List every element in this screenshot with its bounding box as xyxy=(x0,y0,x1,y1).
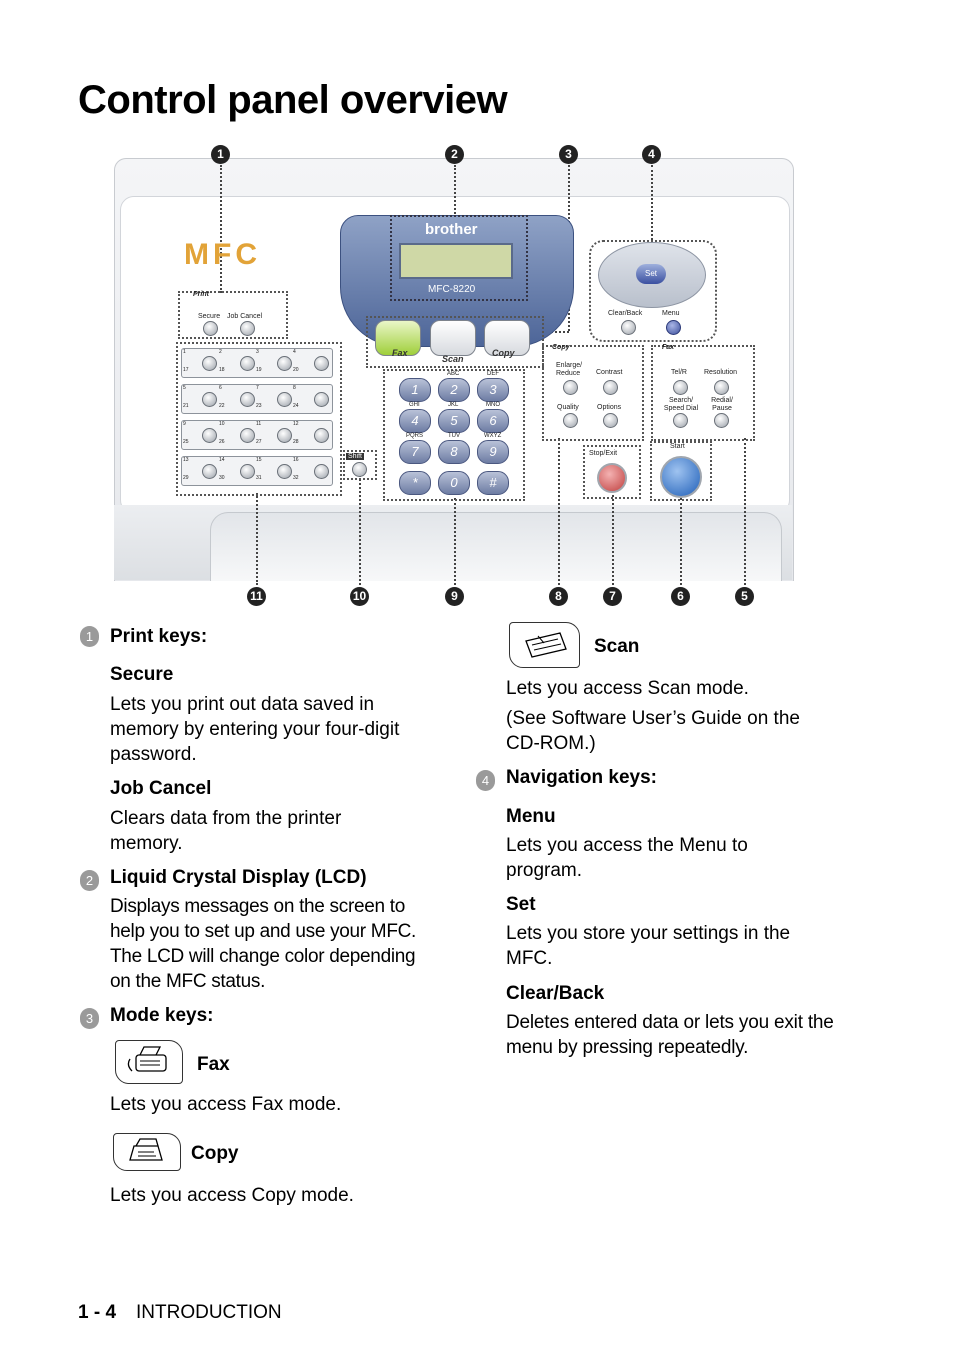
resolution-label: Resolution xyxy=(704,369,738,376)
copy-keys-box xyxy=(542,345,644,441)
one-touch-number: 25 xyxy=(183,439,189,445)
one-touch-key[interactable] xyxy=(240,428,255,443)
one-touch-number: 27 xyxy=(256,439,262,445)
leader-line xyxy=(612,490,614,585)
callout-10: 10 xyxy=(350,587,369,606)
one-touch-number: 28 xyxy=(293,439,299,445)
callout-9: 9 xyxy=(445,587,464,606)
mode-keys-heading: Mode keys: xyxy=(110,1005,214,1026)
section-number-badge: 3 xyxy=(80,1008,99,1029)
redial-pause-label: Redial/ Pause xyxy=(711,397,733,412)
section-number-badge: 1 xyxy=(80,626,99,647)
dial-letters: DEF xyxy=(487,371,499,377)
shift-key-label: Shift xyxy=(348,453,363,460)
one-touch-key[interactable] xyxy=(240,356,255,371)
menu-description: Lets you access the Menu to program. xyxy=(506,835,748,881)
callout-1: 1 xyxy=(211,145,230,164)
one-touch-number: 32 xyxy=(293,475,299,481)
one-touch-number: 31 xyxy=(256,475,262,481)
menu-heading: Menu xyxy=(506,806,556,827)
model-label: MFC-8220 xyxy=(428,284,476,295)
one-touch-key[interactable] xyxy=(202,464,217,479)
fax-keys-box xyxy=(651,345,755,441)
page-number: 1 - 4 xyxy=(78,1302,117,1323)
dial-key-2[interactable]: 2 xyxy=(438,378,470,402)
tel-r-key[interactable] xyxy=(673,380,688,395)
fax-mode-icon xyxy=(115,1040,183,1084)
scan-label: Scan xyxy=(594,636,640,657)
dial-key-star[interactable]: * xyxy=(399,471,431,495)
leader-line xyxy=(454,498,456,585)
enlarge-reduce-key[interactable] xyxy=(563,380,578,395)
leader-line xyxy=(744,438,746,585)
callout-4: 4 xyxy=(642,145,661,164)
one-touch-number: 24 xyxy=(293,403,299,409)
set-description: Lets you store your settings in the MFC. xyxy=(506,923,791,969)
control-panel-figure xyxy=(0,0,954,620)
set-key[interactable]: Set xyxy=(636,264,666,284)
print-group-label: Print xyxy=(193,291,209,298)
scan-note: (See Software User’s Guide on the CD-ROM.) xyxy=(506,708,800,754)
one-touch-key[interactable] xyxy=(202,356,217,371)
callout-5: 5 xyxy=(735,587,754,606)
dial-letters: PQRS xyxy=(406,433,424,439)
one-touch-number: 17 xyxy=(183,367,189,373)
one-touch-number: 14 xyxy=(219,457,225,463)
lcd-screen xyxy=(399,243,513,279)
dial-letters: GHI xyxy=(409,402,420,408)
search-speed-dial-label: Search/ Speed Dial xyxy=(663,397,699,412)
dial-letters: JKL xyxy=(448,402,459,408)
options-label: Options xyxy=(597,404,622,411)
callout-8: 8 xyxy=(549,587,568,606)
job-cancel-description: Clears data from the printer memory. xyxy=(110,808,342,854)
one-touch-key[interactable] xyxy=(202,428,217,443)
enlarge-reduce-label: Enlarge/ Reduce xyxy=(556,362,583,377)
dial-key-3[interactable]: 3 xyxy=(477,378,509,402)
one-touch-key[interactable] xyxy=(277,464,292,479)
one-touch-number: 29 xyxy=(183,475,189,481)
set-heading: Set xyxy=(506,894,536,915)
copy-label: Copy xyxy=(191,1143,239,1164)
contrast-label: Contrast xyxy=(596,369,623,376)
one-touch-number: 9 xyxy=(183,421,186,427)
one-touch-number: 3 xyxy=(256,349,259,355)
quality-label: Quality xyxy=(557,404,579,411)
one-touch-key[interactable] xyxy=(202,392,217,407)
quality-key[interactable] xyxy=(563,413,578,428)
one-touch-number: 10 xyxy=(219,421,225,427)
one-touch-key[interactable] xyxy=(240,392,255,407)
leader-line xyxy=(680,498,682,585)
one-touch-number: 22 xyxy=(219,403,225,409)
secure-heading: Secure xyxy=(110,664,174,685)
copy-mode-icon xyxy=(113,1133,181,1171)
one-touch-number: 11 xyxy=(256,421,262,427)
dial-letters: WXYZ xyxy=(484,433,502,439)
one-touch-number: 2 xyxy=(219,349,222,355)
one-touch-number: 6 xyxy=(219,385,222,391)
one-touch-number: 23 xyxy=(256,403,262,409)
scan-mode-label: Scan xyxy=(442,354,464,364)
dial-key-0[interactable]: 0 xyxy=(438,471,470,495)
brand-logo: brother xyxy=(425,221,478,238)
tel-r-label: Tel/R xyxy=(671,369,687,376)
redial-pause-key[interactable] xyxy=(714,413,729,428)
scanner-icon xyxy=(510,623,579,667)
fax-machine-icon xyxy=(116,1041,182,1083)
one-touch-key[interactable] xyxy=(240,464,255,479)
dial-key-7[interactable]: 7 xyxy=(399,440,431,464)
lcd-description: Displays messages on the screen to help you to set up and use your MFC. The LCD will change color depending on the MFC status. xyxy=(110,896,417,992)
one-touch-key[interactable] xyxy=(314,428,329,443)
callout-11: 11 xyxy=(247,587,266,606)
leader-line xyxy=(454,165,456,217)
one-touch-number: 26 xyxy=(219,439,225,445)
fax-mode-label: Fax xyxy=(392,348,408,358)
start-key[interactable] xyxy=(660,456,702,498)
one-touch-number: 16 xyxy=(293,457,299,463)
copy-description: Lets you access Copy mode. xyxy=(110,1185,354,1206)
job-cancel-key[interactable] xyxy=(240,321,255,336)
leader-line xyxy=(256,493,258,585)
search-speed-dial-key[interactable] xyxy=(673,413,688,428)
one-touch-number: 4 xyxy=(293,349,296,355)
leader-line xyxy=(359,470,361,585)
secure-description: Lets you print out data saved in memory by entering your four-digit password. xyxy=(110,694,400,765)
scan-description: Lets you access Scan mode. xyxy=(506,678,749,699)
clear-back-heading: Clear/Back xyxy=(506,983,605,1004)
one-touch-key[interactable] xyxy=(277,392,292,407)
secure-key-label: Secure xyxy=(198,313,221,320)
one-touch-key[interactable] xyxy=(314,464,329,479)
menu-key[interactable] xyxy=(666,320,681,335)
menu-label: Menu xyxy=(662,310,680,317)
options-key[interactable] xyxy=(603,413,618,428)
section-name: INTRODUCTION xyxy=(136,1302,282,1323)
clear-back-key[interactable] xyxy=(621,320,636,335)
print-keys-heading: Print keys: xyxy=(110,626,208,647)
one-touch-key[interactable] xyxy=(277,356,292,371)
copy-group-label: Copy xyxy=(552,344,570,351)
dial-letters: MNO xyxy=(486,402,500,408)
fax-label: Fax xyxy=(197,1054,230,1075)
one-touch-number: 13 xyxy=(183,457,189,463)
section-number-badge: 2 xyxy=(80,870,99,891)
scan-mode-key[interactable] xyxy=(430,320,476,356)
callout-6: 6 xyxy=(671,587,690,606)
fax-description: Lets you access Fax mode. xyxy=(110,1094,342,1115)
dial-key-9[interactable]: 9 xyxy=(477,440,509,464)
one-touch-number: 20 xyxy=(293,367,299,373)
dial-key-hash[interactable]: # xyxy=(477,471,509,495)
one-touch-number: 18 xyxy=(219,367,225,373)
copier-icon xyxy=(114,1134,180,1170)
contrast-key[interactable] xyxy=(603,380,618,395)
start-label: Start xyxy=(670,443,685,450)
job-cancel-heading: Job Cancel xyxy=(110,778,212,799)
dial-key-6[interactable]: 6 xyxy=(477,409,509,433)
clear-back-label: Clear/Back xyxy=(608,310,643,317)
callout-7: 7 xyxy=(603,587,622,606)
one-touch-number: 30 xyxy=(219,475,225,481)
leader-line xyxy=(651,165,653,240)
clear-back-description: Deletes entered data or lets you exit the menu by pressing repeatedly. xyxy=(506,1012,834,1058)
resolution-key[interactable] xyxy=(714,380,729,395)
one-touch-key[interactable] xyxy=(314,356,329,371)
callout-3: 3 xyxy=(559,145,578,164)
fax-group-label: Fax xyxy=(662,344,675,351)
page-title: Control panel overview xyxy=(78,78,508,122)
dial-key-1[interactable]: 1 xyxy=(399,378,431,402)
one-touch-number: 12 xyxy=(293,421,299,427)
leader-line xyxy=(558,438,560,585)
copy-mode-label: Copy xyxy=(492,348,515,358)
leader-line xyxy=(220,165,222,293)
paper-tray xyxy=(210,512,782,581)
mfc-logo: MFC xyxy=(184,238,261,271)
dial-key-4[interactable]: 4 xyxy=(399,409,431,433)
dial-key-5[interactable]: 5 xyxy=(438,409,470,433)
one-touch-number: 15 xyxy=(256,457,262,463)
lcd-heading: Liquid Crystal Display (LCD) xyxy=(110,867,367,888)
one-touch-key[interactable] xyxy=(314,392,329,407)
one-touch-number: 1 xyxy=(183,349,186,355)
secure-key[interactable] xyxy=(203,321,218,336)
stop-exit-key[interactable] xyxy=(597,463,627,493)
stop-exit-label: Stop/Exit xyxy=(589,450,618,457)
one-touch-number: 8 xyxy=(293,385,296,391)
one-touch-number: 5 xyxy=(183,385,186,391)
one-touch-number: 19 xyxy=(256,367,262,373)
navigation-keys-heading: Navigation keys: xyxy=(506,767,657,788)
one-touch-number: 7 xyxy=(256,385,259,391)
dial-key-8[interactable]: 8 xyxy=(438,440,470,464)
callout-2: 2 xyxy=(445,145,464,164)
one-touch-number: 21 xyxy=(183,403,189,409)
section-number-badge: 4 xyxy=(476,770,495,791)
job-cancel-key-label: Job Cancel xyxy=(227,313,263,320)
dial-letters: ABC xyxy=(447,371,460,377)
dial-letters: TUV xyxy=(448,433,460,439)
shift-key[interactable] xyxy=(352,462,367,477)
scan-mode-icon xyxy=(509,622,580,668)
one-touch-key[interactable] xyxy=(277,428,292,443)
